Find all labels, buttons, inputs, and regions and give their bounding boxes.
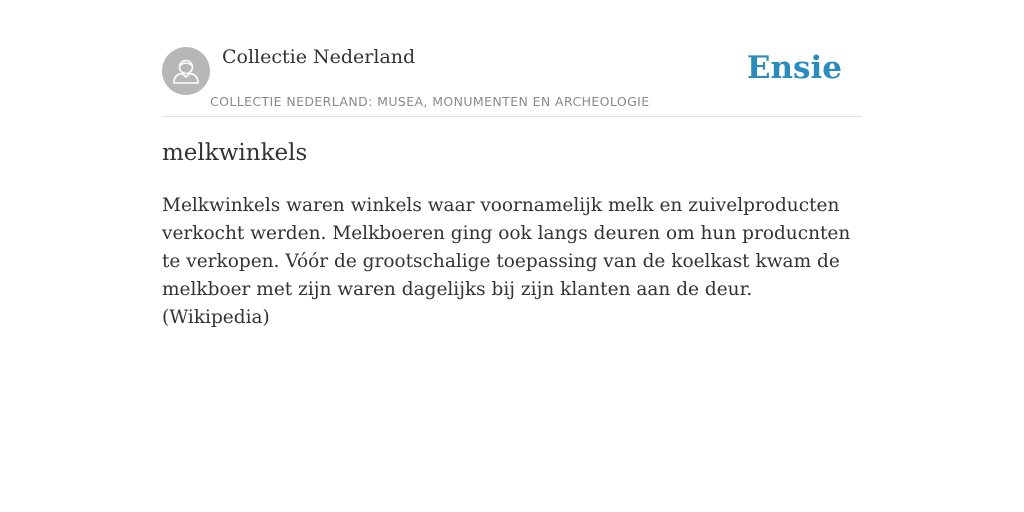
author-name[interactable]: Collectie Nederland — [222, 46, 416, 68]
source-subtitle[interactable]: COLLECTIE NEDERLAND: MUSEA, MONUMENTEN EN ARCHEOLOGIE — [210, 94, 650, 109]
entry-term: melkwinkels — [162, 140, 308, 166]
entry-definition: Melkwinkels waren winkels waar voornamelijk melk en zuivelproducten verkocht werden. Melkboeren ging ook langs deuren om hun producnten te verkopen. Vóór de grootschalige toepassing van de koelkast kwam de melkboer met zijn waren dagelijks bij zijn klanten aan de deur. (Wikipedia) — [162, 195, 851, 328]
author-avatar[interactable] — [162, 47, 210, 95]
ensie-logo[interactable]: Ensie — [746, 50, 842, 86]
entry-header — [162, 40, 862, 117]
user-avatar-icon — [162, 47, 210, 95]
